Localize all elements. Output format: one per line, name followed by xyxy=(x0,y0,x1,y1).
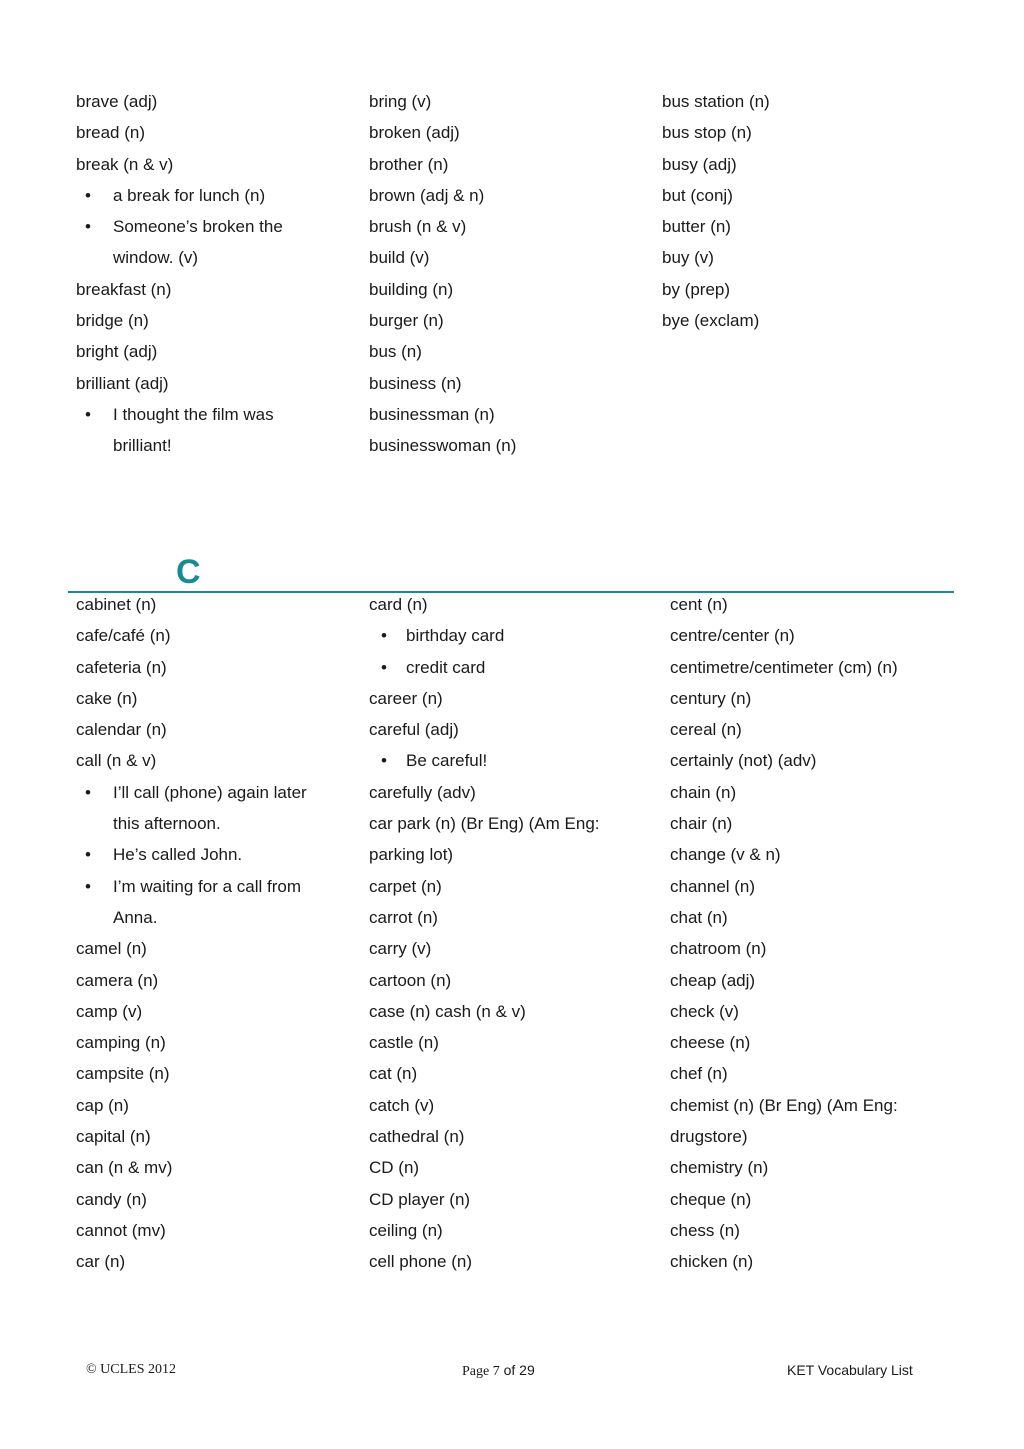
vocab-entry: build (v) xyxy=(369,248,430,268)
vocab-entry: building (n) xyxy=(369,279,454,299)
vocab-entry: camera (n) xyxy=(76,970,159,990)
vocab-entry: cereal (n) xyxy=(670,720,742,740)
vocab-entry: call (n & v) xyxy=(76,751,157,771)
vocab-entry: cake (n) xyxy=(76,688,138,708)
vocab-entry: cathedral (n) xyxy=(369,1127,465,1147)
vocab-entry: brilliant (adj) xyxy=(76,373,169,393)
vocab-entry: cafe/café (n) xyxy=(76,626,171,646)
vocab-entry: carry (v) xyxy=(369,939,432,959)
vocab-entry: capital (n) xyxy=(76,1127,151,1147)
vocab-entry: chemist (n) (Br Eng) (Am Eng: xyxy=(670,1095,898,1115)
example-bullet: • I thought the film was xyxy=(76,405,283,436)
example-bullet: • I’m waiting for a call from xyxy=(76,877,307,908)
vocab-entry: butter (n) xyxy=(662,217,731,237)
vocab-entry: drugstore) xyxy=(670,1127,748,1147)
vocab-entry: chatroom (n) xyxy=(670,939,767,959)
vocab-entry: ceiling (n) xyxy=(369,1220,443,1240)
vocab-entry: CD player (n) xyxy=(369,1189,471,1209)
vocab-entry: cell phone (n) xyxy=(369,1252,473,1272)
vocab-entry: career (n) xyxy=(369,688,443,708)
example-continuation: this afternoon. xyxy=(113,814,221,834)
footer-page-number: Page 7 of 29 xyxy=(462,1362,535,1379)
section-b-column-3 xyxy=(662,92,770,342)
vocab-entry: careful (adj) xyxy=(369,720,459,740)
vocab-entry: campsite (n) xyxy=(76,1064,170,1084)
section-divider xyxy=(68,591,954,593)
vocab-entry: parking lot) xyxy=(369,845,454,865)
vocab-entry: card (n) xyxy=(369,595,428,614)
section-b-column-1 xyxy=(76,92,283,468)
vocab-entry: breakfast (n) xyxy=(76,279,172,299)
vocab-entry: cat (n) xyxy=(369,1064,418,1084)
footer-title: KET Vocabulary List xyxy=(787,1362,913,1378)
example-continuation: Anna. xyxy=(113,907,158,927)
vocab-entry: but (conj) xyxy=(662,185,733,205)
vocab-entry: burger (n) xyxy=(369,311,444,331)
vocab-entry: carefully (adv) xyxy=(369,782,476,802)
vocab-entry: bus (n) xyxy=(369,342,422,362)
vocab-entry: bright (adj) xyxy=(76,342,158,362)
vocab-entry: catch (v) xyxy=(369,1095,435,1115)
vocab-entry: cartoon (n) xyxy=(369,970,452,990)
example-continuation: brilliant! xyxy=(113,436,172,456)
vocab-entry: buy (v) xyxy=(662,248,714,268)
vocab-entry: chicken (n) xyxy=(670,1252,754,1272)
vocab-entry: brush (n & v) xyxy=(369,217,467,237)
vocab-entry: camel (n) xyxy=(76,939,147,959)
vocab-entry: case (n) cash (n & v) xyxy=(369,1001,526,1021)
vocab-entry: candy (n) xyxy=(76,1189,147,1209)
vocab-entry: cheque (n) xyxy=(670,1189,752,1209)
example-bullet: • I’ll call (phone) again later xyxy=(76,783,307,814)
vocab-entry: chair (n) xyxy=(670,814,733,834)
section-c-column-3 xyxy=(670,595,898,1284)
vocab-entry: busy (adj) xyxy=(662,154,737,174)
vocab-entry: bridge (n) xyxy=(76,311,149,331)
vocab-entry: chemistry (n) xyxy=(670,1158,769,1178)
vocab-entry: bread (n) xyxy=(76,123,145,143)
example-bullet: • credit card xyxy=(369,658,600,689)
example-bullet: • Be careful! xyxy=(369,751,600,782)
example-bullet: • birthday card xyxy=(369,626,600,657)
vocab-entry: camping (n) xyxy=(76,1033,166,1053)
vocab-entry: castle (n) xyxy=(369,1033,439,1053)
vocab-entry: certainly (not) (adv) xyxy=(670,751,817,771)
vocab-entry: calendar (n) xyxy=(76,720,167,740)
vocab-entry: cap (n) xyxy=(76,1095,129,1115)
vocab-entry: car (n) xyxy=(76,1252,126,1272)
vocab-entry: can (n & mv) xyxy=(76,1158,173,1178)
vocab-entry: brother (n) xyxy=(369,154,449,174)
vocab-entry: by (prep) xyxy=(662,279,731,299)
vocab-entry: cafeteria (n) xyxy=(76,657,167,677)
vocab-entry: business (n) xyxy=(369,373,462,393)
vocab-entry: cent (n) xyxy=(670,595,728,614)
vocab-entry: chat (n) xyxy=(670,907,728,927)
vocab-entry: cheap (adj) xyxy=(670,970,756,990)
example-bullet: • He’s called John. xyxy=(76,845,307,876)
vocab-entry: camp (v) xyxy=(76,1001,143,1021)
example-bullet: • a break for lunch (n) xyxy=(76,186,283,217)
vocab-entry: cannot (mv) xyxy=(76,1220,166,1240)
example-continuation: window. (v) xyxy=(113,248,199,268)
vocab-entry: CD (n) xyxy=(369,1158,420,1178)
vocab-entry: car park (n) (Br Eng) (Am Eng: xyxy=(369,814,600,834)
section-c-column-1 xyxy=(76,595,307,1284)
vocab-entry: chain (n) xyxy=(670,782,737,802)
vocab-entry: break (n & v) xyxy=(76,154,174,174)
vocab-entry: broken (adj) xyxy=(369,123,460,143)
vocab-entry: carrot (n) xyxy=(369,907,438,927)
vocab-entry: channel (n) xyxy=(670,876,756,896)
example-bullet: • Someone’s broken the xyxy=(76,217,283,248)
vocab-entry: century (n) xyxy=(670,688,752,708)
vocab-entry: bus stop (n) xyxy=(662,123,752,143)
vocab-entry: brown (adj & n) xyxy=(369,185,485,205)
vocab-entry: carpet (n) xyxy=(369,876,442,896)
section-c-column-2 xyxy=(369,595,600,1284)
section-letter-heading: C xyxy=(176,553,201,591)
vocab-entry: change (v & n) xyxy=(670,845,781,865)
vocab-entry: centimetre/centimeter (cm) (n) xyxy=(670,657,898,677)
vocab-entry: cabinet (n) xyxy=(76,595,157,614)
vocab-entry: cheese (n) xyxy=(670,1033,751,1053)
vocab-entry: businesswoman (n) xyxy=(369,436,517,456)
vocab-entry: bus station (n) xyxy=(662,92,770,111)
vocab-entry: bring (v) xyxy=(369,92,432,111)
vocab-entry: check (v) xyxy=(670,1001,739,1021)
vocab-entry: chef (n) xyxy=(670,1064,728,1084)
section-b-column-2 xyxy=(369,92,516,468)
footer-copyright: © UCLES 2012 xyxy=(86,1362,176,1377)
vocab-entry: businessman (n) xyxy=(369,404,495,424)
vocab-entry: brave (adj) xyxy=(76,92,158,111)
vocab-entry: bye (exclam) xyxy=(662,311,760,331)
vocab-entry: centre/center (n) xyxy=(670,626,795,646)
vocab-entry: chess (n) xyxy=(670,1220,740,1240)
